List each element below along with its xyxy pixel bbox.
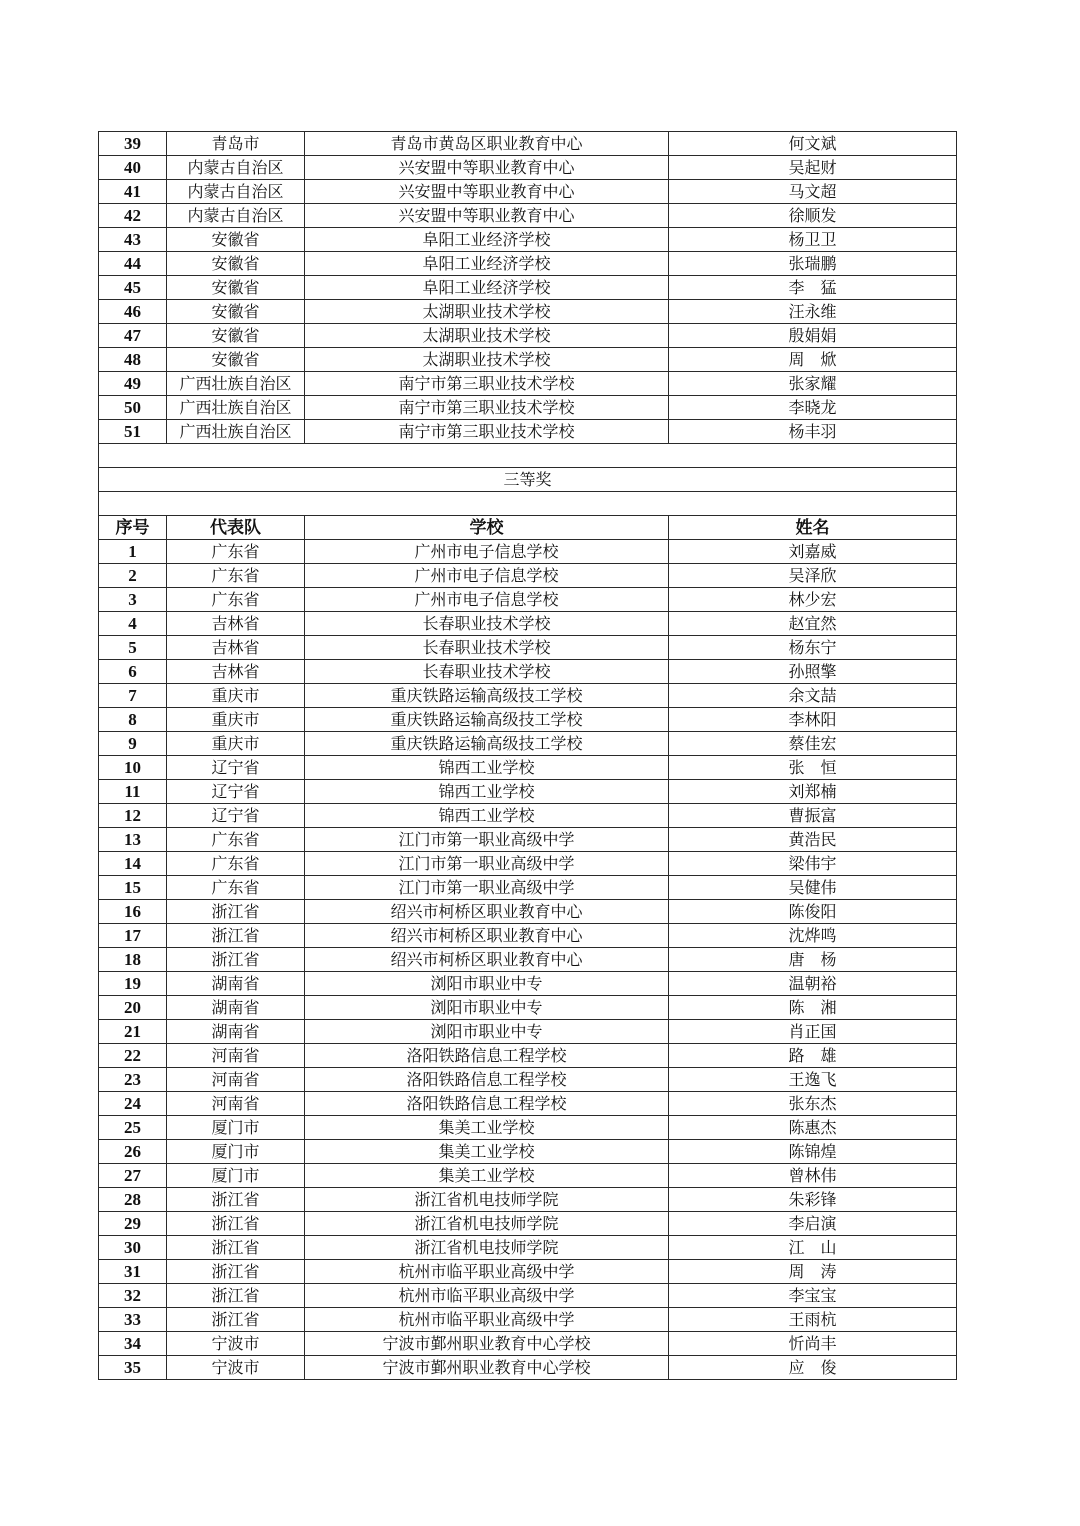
cell-school: 阜阳工业经济学校	[305, 228, 669, 252]
cell-team: 广东省	[167, 876, 305, 900]
table-row	[99, 204, 957, 228]
cell-name: 徐顺发	[669, 204, 957, 228]
cell-no: 41	[99, 180, 167, 204]
table-row	[99, 588, 957, 612]
cell-team: 浙江省	[167, 1212, 305, 1236]
cell-team: 安徽省	[167, 228, 305, 252]
table-row	[99, 660, 957, 684]
cell-name: 孙照擎	[669, 660, 957, 684]
cell-no: 27	[99, 1164, 167, 1188]
table-row	[99, 276, 957, 300]
cell-name: 黄浩民	[669, 828, 957, 852]
cell-school: 阜阳工业经济学校	[305, 276, 669, 300]
table-row	[99, 1188, 957, 1212]
cell-no: 48	[99, 348, 167, 372]
cell-team: 吉林省	[167, 660, 305, 684]
table-row	[99, 636, 957, 660]
cell-no: 9	[99, 732, 167, 756]
cell-school: 集美工业学校	[305, 1116, 669, 1140]
cell-name: 曹振富	[669, 804, 957, 828]
table-row	[99, 1236, 957, 1260]
cell-team: 厦门市	[167, 1140, 305, 1164]
cell-school: 重庆铁路运输高级技工学校	[305, 684, 669, 708]
cell-school: 重庆铁路运输高级技工学校	[305, 732, 669, 756]
cell-no: 24	[99, 1092, 167, 1116]
cell-no: 47	[99, 324, 167, 348]
cell-no: 6	[99, 660, 167, 684]
cell-name: 陈锦煌	[669, 1140, 957, 1164]
cell-name: 殷娟娟	[669, 324, 957, 348]
cell-school: 江门市第一职业高级中学	[305, 852, 669, 876]
third-prize-rows	[99, 540, 957, 1380]
table-row	[99, 972, 957, 996]
cell-no: 44	[99, 252, 167, 276]
header-row	[99, 516, 957, 540]
table-row	[99, 1164, 957, 1188]
cell-school: 长春职业技术学校	[305, 612, 669, 636]
cell-school: 洛阳铁路信息工程学校	[305, 1068, 669, 1092]
cell-no: 2	[99, 564, 167, 588]
cell-team: 内蒙古自治区	[167, 156, 305, 180]
cell-name: 王逸飞	[669, 1068, 957, 1092]
cell-no: 26	[99, 1140, 167, 1164]
cell-school: 杭州市临平职业高级中学	[305, 1308, 669, 1332]
cell-school: 锦西工业学校	[305, 804, 669, 828]
cell-school: 太湖职业技术学校	[305, 324, 669, 348]
cell-name: 唐 杨	[669, 948, 957, 972]
cell-team: 广东省	[167, 828, 305, 852]
cell-name: 梁伟宇	[669, 852, 957, 876]
cell-name: 杨卫卫	[669, 228, 957, 252]
cell-team: 吉林省	[167, 612, 305, 636]
cell-school: 杭州市临平职业高级中学	[305, 1284, 669, 1308]
table-row	[99, 252, 957, 276]
cell-no: 39	[99, 132, 167, 156]
cell-no: 16	[99, 900, 167, 924]
table-row	[99, 348, 957, 372]
cell-no: 15	[99, 876, 167, 900]
cell-school: 浙江省机电技师学院	[305, 1212, 669, 1236]
cell-team: 宁波市	[167, 1332, 305, 1356]
cell-team: 宁波市	[167, 1356, 305, 1380]
cell-name: 陈惠杰	[669, 1116, 957, 1140]
cell-name: 陈俊阳	[669, 900, 957, 924]
cell-no: 40	[99, 156, 167, 180]
cell-school: 集美工业学校	[305, 1140, 669, 1164]
table-row	[99, 1092, 957, 1116]
cell-school: 集美工业学校	[305, 1164, 669, 1188]
cell-no: 43	[99, 228, 167, 252]
cell-name: 林少宏	[669, 588, 957, 612]
blank-row	[99, 444, 957, 468]
cell-school: 浏阳市职业中专	[305, 1020, 669, 1044]
cell-school: 浙江省机电技师学院	[305, 1188, 669, 1212]
cell-school: 广州市电子信息学校	[305, 588, 669, 612]
cell-team: 河南省	[167, 1092, 305, 1116]
cell-school: 南宁市第三职业技术学校	[305, 372, 669, 396]
cell-school: 浙江省机电技师学院	[305, 1236, 669, 1260]
cell-school: 锦西工业学校	[305, 780, 669, 804]
cell-team: 浙江省	[167, 1284, 305, 1308]
cell-school: 兴安盟中等职业教育中心	[305, 180, 669, 204]
cell-no: 20	[99, 996, 167, 1020]
cell-team: 浙江省	[167, 1308, 305, 1332]
cell-team: 重庆市	[167, 708, 305, 732]
cell-name: 吴起财	[669, 156, 957, 180]
cell-no: 46	[99, 300, 167, 324]
cell-team: 安徽省	[167, 276, 305, 300]
cell-name: 吴泽欣	[669, 564, 957, 588]
cell-team: 内蒙古自治区	[167, 204, 305, 228]
cell-team: 河南省	[167, 1044, 305, 1068]
table-row	[99, 540, 957, 564]
table-row	[99, 828, 957, 852]
cell-school: 浏阳市职业中专	[305, 996, 669, 1020]
table-row	[99, 1044, 957, 1068]
cell-name: 杨丰羽	[669, 420, 957, 444]
table-row	[99, 324, 957, 348]
cell-no: 12	[99, 804, 167, 828]
cell-school: 广州市电子信息学校	[305, 540, 669, 564]
cell-no: 50	[99, 396, 167, 420]
table-row	[99, 708, 957, 732]
cell-school: 阜阳工业经济学校	[305, 252, 669, 276]
table-row	[99, 372, 957, 396]
cell-name: 刘郑楠	[669, 780, 957, 804]
cell-team: 浙江省	[167, 924, 305, 948]
cell-no: 18	[99, 948, 167, 972]
cell-school: 广州市电子信息学校	[305, 564, 669, 588]
cell-name: 朱彩锋	[669, 1188, 957, 1212]
table-row	[99, 1356, 957, 1380]
cell-name: 蔡佳宏	[669, 732, 957, 756]
cell-team: 湖南省	[167, 972, 305, 996]
cell-team: 广西壮族自治区	[167, 420, 305, 444]
cell-school: 兴安盟中等职业教育中心	[305, 156, 669, 180]
cell-name: 应 俊	[669, 1356, 957, 1380]
cell-no: 51	[99, 420, 167, 444]
cell-team: 安徽省	[167, 300, 305, 324]
cell-school: 兴安盟中等职业教育中心	[305, 204, 669, 228]
cell-no: 7	[99, 684, 167, 708]
cell-team: 浙江省	[167, 1260, 305, 1284]
cell-school: 重庆铁路运输高级技工学校	[305, 708, 669, 732]
cell-no: 28	[99, 1188, 167, 1212]
table-row	[99, 900, 957, 924]
table-row	[99, 876, 957, 900]
cell-team: 浙江省	[167, 900, 305, 924]
cell-no: 22	[99, 1044, 167, 1068]
cell-name: 王雨杭	[669, 1308, 957, 1332]
second-prize-tail-rows	[99, 132, 957, 444]
table-row	[99, 420, 957, 444]
table-row	[99, 1140, 957, 1164]
cell-school: 洛阳铁路信息工程学校	[305, 1044, 669, 1068]
cell-no: 42	[99, 204, 167, 228]
cell-name: 李宝宝	[669, 1284, 957, 1308]
cell-no: 45	[99, 276, 167, 300]
cell-team: 广东省	[167, 588, 305, 612]
cell-school: 锦西工业学校	[305, 756, 669, 780]
table-row	[99, 180, 957, 204]
cell-name: 张家耀	[669, 372, 957, 396]
cell-name: 路 雄	[669, 1044, 957, 1068]
cell-team: 安徽省	[167, 324, 305, 348]
table-row	[99, 1260, 957, 1284]
cell-team: 广西壮族自治区	[167, 396, 305, 420]
cell-team: 内蒙古自治区	[167, 180, 305, 204]
section-title-row	[99, 468, 957, 492]
table-row	[99, 1212, 957, 1236]
cell-no: 3	[99, 588, 167, 612]
cell-name: 杨东宁	[669, 636, 957, 660]
table-row	[99, 852, 957, 876]
cell-school: 绍兴市柯桥区职业教育中心	[305, 900, 669, 924]
table-row	[99, 1068, 957, 1092]
table-row	[99, 228, 957, 252]
cell-name: 江 山	[669, 1236, 957, 1260]
cell-school: 太湖职业技术学校	[305, 300, 669, 324]
table-row	[99, 780, 957, 804]
cell-name: 赵宜然	[669, 612, 957, 636]
cell-school: 浏阳市职业中专	[305, 972, 669, 996]
cell-team: 辽宁省	[167, 804, 305, 828]
cell-name: 何文斌	[669, 132, 957, 156]
cell-name: 余文喆	[669, 684, 957, 708]
cell-team: 青岛市	[167, 132, 305, 156]
table-row	[99, 732, 957, 756]
table-row	[99, 924, 957, 948]
cell-name: 沈烨鸣	[669, 924, 957, 948]
cell-name: 张东杰	[669, 1092, 957, 1116]
cell-team: 湖南省	[167, 1020, 305, 1044]
cell-no: 35	[99, 1356, 167, 1380]
cell-team: 厦门市	[167, 1164, 305, 1188]
cell-no: 13	[99, 828, 167, 852]
table-row	[99, 948, 957, 972]
award-table	[98, 131, 957, 1380]
cell-school: 杭州市临平职业高级中学	[305, 1260, 669, 1284]
header-no: 序号	[99, 516, 167, 540]
header-name: 姓名	[669, 516, 957, 540]
cell-name: 温朝裕	[669, 972, 957, 996]
cell-team: 浙江省	[167, 1236, 305, 1260]
cell-no: 34	[99, 1332, 167, 1356]
table-row	[99, 804, 957, 828]
cell-no: 5	[99, 636, 167, 660]
cell-team: 广东省	[167, 564, 305, 588]
cell-no: 23	[99, 1068, 167, 1092]
cell-team: 厦门市	[167, 1116, 305, 1140]
cell-team: 浙江省	[167, 1188, 305, 1212]
cell-no: 30	[99, 1236, 167, 1260]
cell-name: 陈 湘	[669, 996, 957, 1020]
table-row	[99, 612, 957, 636]
cell-team: 吉林省	[167, 636, 305, 660]
cell-no: 10	[99, 756, 167, 780]
header-school: 学校	[305, 516, 669, 540]
header-team: 代表队	[167, 516, 305, 540]
cell-team: 辽宁省	[167, 780, 305, 804]
cell-team: 湖南省	[167, 996, 305, 1020]
third-prize-title: 三等奖	[99, 468, 957, 492]
cell-no: 32	[99, 1284, 167, 1308]
cell-school: 长春职业技术学校	[305, 636, 669, 660]
cell-school: 太湖职业技术学校	[305, 348, 669, 372]
cell-name: 张 恒	[669, 756, 957, 780]
table-row	[99, 756, 957, 780]
cell-no: 19	[99, 972, 167, 996]
cell-no: 25	[99, 1116, 167, 1140]
cell-no: 31	[99, 1260, 167, 1284]
table-row	[99, 396, 957, 420]
cell-no: 1	[99, 540, 167, 564]
cell-team: 辽宁省	[167, 756, 305, 780]
table-row	[99, 132, 957, 156]
cell-school: 江门市第一职业高级中学	[305, 876, 669, 900]
cell-team: 重庆市	[167, 732, 305, 756]
cell-name: 忻尚丰	[669, 1332, 957, 1356]
cell-name: 周 涛	[669, 1260, 957, 1284]
cell-school: 长春职业技术学校	[305, 660, 669, 684]
cell-name: 张瑞鹏	[669, 252, 957, 276]
cell-school: 青岛市黄岛区职业教育中心	[305, 132, 669, 156]
cell-school: 南宁市第三职业技术学校	[305, 396, 669, 420]
cell-no: 49	[99, 372, 167, 396]
cell-no: 4	[99, 612, 167, 636]
table-row	[99, 1332, 957, 1356]
table-row	[99, 156, 957, 180]
blank-row	[99, 492, 957, 516]
cell-name: 肖正国	[669, 1020, 957, 1044]
table-row	[99, 684, 957, 708]
cell-name: 李林阳	[669, 708, 957, 732]
cell-no: 33	[99, 1308, 167, 1332]
table-row	[99, 564, 957, 588]
table-row	[99, 1308, 957, 1332]
cell-name: 刘嘉威	[669, 540, 957, 564]
cell-school: 绍兴市柯桥区职业教育中心	[305, 948, 669, 972]
cell-team: 安徽省	[167, 348, 305, 372]
cell-team: 广西壮族自治区	[167, 372, 305, 396]
cell-school: 江门市第一职业高级中学	[305, 828, 669, 852]
cell-no: 11	[99, 780, 167, 804]
table-row	[99, 1116, 957, 1140]
cell-no: 14	[99, 852, 167, 876]
cell-school: 绍兴市柯桥区职业教育中心	[305, 924, 669, 948]
cell-team: 重庆市	[167, 684, 305, 708]
cell-team: 广东省	[167, 852, 305, 876]
cell-school: 洛阳铁路信息工程学校	[305, 1092, 669, 1116]
third-prize-section	[99, 444, 957, 540]
cell-team: 广东省	[167, 540, 305, 564]
cell-school: 南宁市第三职业技术学校	[305, 420, 669, 444]
table-row	[99, 300, 957, 324]
cell-name: 曾林伟	[669, 1164, 957, 1188]
cell-school: 宁波市鄞州职业教育中心学校	[305, 1356, 669, 1380]
cell-team: 浙江省	[167, 948, 305, 972]
table-row	[99, 1020, 957, 1044]
cell-name: 李启演	[669, 1212, 957, 1236]
table-row	[99, 996, 957, 1020]
cell-name: 周 焮	[669, 348, 957, 372]
cell-name: 李 猛	[669, 276, 957, 300]
cell-no: 8	[99, 708, 167, 732]
cell-name: 李晓龙	[669, 396, 957, 420]
cell-no: 21	[99, 1020, 167, 1044]
cell-name: 马文超	[669, 180, 957, 204]
cell-name: 吴健伟	[669, 876, 957, 900]
cell-team: 安徽省	[167, 252, 305, 276]
cell-name: 汪永维	[669, 300, 957, 324]
cell-no: 29	[99, 1212, 167, 1236]
cell-school: 宁波市鄞州职业教育中心学校	[305, 1332, 669, 1356]
table-row	[99, 1284, 957, 1308]
cell-team: 河南省	[167, 1068, 305, 1092]
cell-no: 17	[99, 924, 167, 948]
